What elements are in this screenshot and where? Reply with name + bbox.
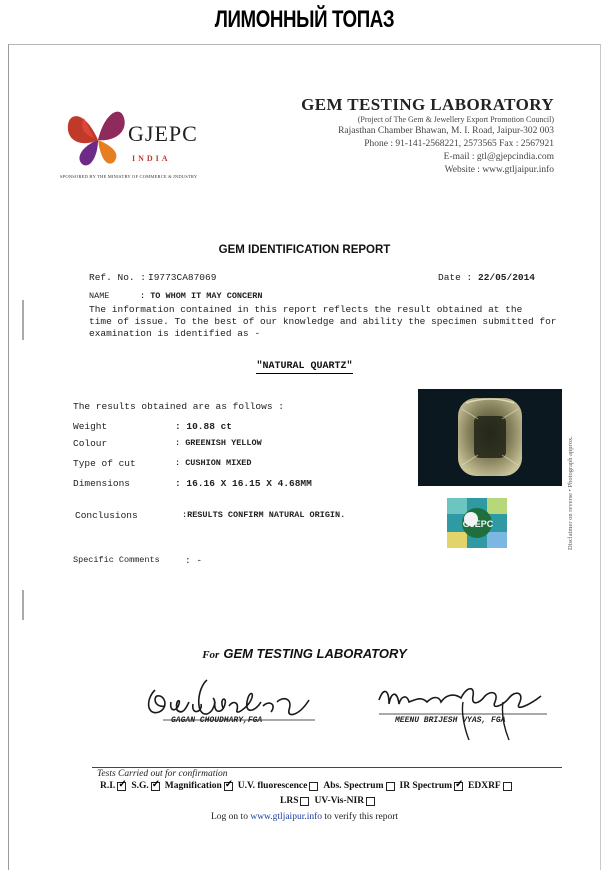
lab-email: E-mail : gtl@gjepcindia.com — [443, 152, 554, 162]
test-abs-spectrum: Abs. Spectrum — [323, 781, 394, 791]
checkbox-icon[interactable] — [503, 782, 512, 791]
tests-row-2 — [280, 796, 380, 806]
name-label: NAME — [89, 291, 110, 301]
field-value-dimensions: : 16.16 X 16.15 X 4.68MM — [175, 478, 312, 489]
field-value-weight: : 10.88 ct — [175, 421, 233, 432]
conclusions-value: :RESULTS CONFIRM NATURAL ORIGIN. — [182, 510, 346, 520]
tests-label: Tests Carried out for confirmation — [97, 769, 228, 779]
date-value: 22/05/2014 — [478, 272, 536, 283]
checkbox-icon[interactable] — [117, 782, 126, 791]
lab-address: Rajasthan Chamber Bhawan, M. I. Road, Jaipur-302 003 — [338, 126, 554, 136]
page-title: ЛИМОННЫЙ ТОПАЗ — [214, 6, 395, 33]
hologram-icon — [447, 498, 507, 548]
lab-website: Website : www.gtljaipur.info — [444, 165, 554, 175]
comments-label: Specific Comments — [73, 555, 160, 565]
identified-as — [0, 355, 609, 373]
test-lrs: LRS — [280, 796, 309, 806]
checkbox-icon[interactable] — [300, 797, 309, 806]
logo-org: GJEPC — [128, 121, 198, 146]
ref-value: I9773CA87069 — [148, 272, 217, 283]
intro-line-2: time of issue. To the best of our knowledge and ability the specimen submitted for — [89, 316, 557, 327]
logo-country: INDIA — [132, 154, 171, 163]
intro-line-1: The information contained in this report reflects the result obtained at the — [89, 304, 523, 315]
name-value: : TO WHOM IT MAY CONCERN — [140, 291, 263, 301]
checkbox-icon[interactable] — [454, 782, 463, 791]
field-label-cut: Type of cut — [73, 458, 136, 469]
checkbox-icon[interactable] — [224, 782, 233, 791]
report-title: GEM IDENTIFICATION REPORT — [218, 244, 391, 256]
lab-project: (Project of The Gem & Jewellery Export Promotion Council) — [357, 115, 554, 124]
test-uv-vis-nir: UV-Vis-NIR — [314, 796, 375, 806]
test-uv-fluorescence: U.V. fluorescence — [238, 781, 319, 791]
verify-prefix: Log on to — [211, 812, 248, 822]
gjepc-logo — [60, 100, 198, 185]
signature-icon — [375, 674, 555, 746]
field-value-colour: : GREENISH YELLOW — [175, 438, 262, 448]
lab-phone: Phone : 91-141-2568221, 2573565 Fax : 2567921 — [364, 139, 554, 149]
edge-mark — [22, 590, 24, 620]
gem-icon — [418, 389, 562, 486]
conclusions-label: Conclusions — [75, 510, 138, 521]
hologram-seal — [447, 498, 507, 548]
test-sg: S.G. ✓ — [131, 781, 159, 791]
tests-divider — [92, 767, 562, 768]
left-signer-name: GAGAN CHOUDHARY,FGA — [171, 716, 263, 725]
intro-line-3: examination is identified as - — [89, 328, 261, 339]
left-signature — [143, 672, 318, 739]
gem-photo — [418, 389, 562, 486]
edge-mark — [22, 300, 24, 340]
right-signer-name: MEENU BRIJESH VYAS, FGA — [395, 716, 506, 725]
checkbox-icon[interactable] — [386, 782, 395, 791]
ref-label: Ref. No. : — [89, 272, 147, 283]
photo-disclaimer: Disclaimer on reverse • Photograph approx. — [567, 436, 574, 550]
tests-row-1 — [100, 781, 517, 791]
verify-suffix: to verify this report — [324, 812, 398, 822]
lab-header — [301, 95, 554, 177]
lab-name: GEM TESTING LABORATORY — [301, 95, 554, 114]
test-edxrf: EDXRF — [468, 781, 512, 791]
field-label-dimensions: Dimensions — [73, 478, 131, 489]
test-ir-spectrum: IR Spectrum ✓ — [400, 781, 464, 791]
field-label-weight: Weight — [73, 421, 108, 432]
field-value-cut: : CUSHION MIXED — [175, 458, 252, 468]
comments-value: : - — [185, 555, 203, 566]
field-label-colour: Colour — [73, 438, 108, 449]
verify-line — [0, 812, 609, 822]
checkbox-icon[interactable] — [151, 782, 160, 791]
verify-link[interactable]: www.gtljaipur.info — [250, 812, 323, 822]
checkbox-icon[interactable] — [366, 797, 375, 806]
date-label: Date : — [438, 272, 473, 283]
results-intro: The results obtained are as follows : — [73, 401, 284, 412]
right-signature — [375, 674, 555, 751]
logo-sponsor: SPONSORED BY THE MINISTRY OF COMMERCE & INDUSTRY — [60, 174, 198, 179]
checkbox-icon[interactable] — [309, 782, 318, 791]
butterfly-icon — [64, 100, 130, 172]
test-ri: R.I. ✓ — [100, 781, 126, 791]
identified-as-value: "NATURAL QUARTZ" — [256, 361, 353, 372]
test-magnification: Magnification ✓ — [165, 781, 233, 791]
for-lab-name: GEM TESTING LABORATORY — [223, 646, 407, 661]
hologram-text: GJEPC — [462, 519, 494, 529]
for-label: For — [202, 649, 220, 661]
for-lab-line — [0, 645, 609, 663]
